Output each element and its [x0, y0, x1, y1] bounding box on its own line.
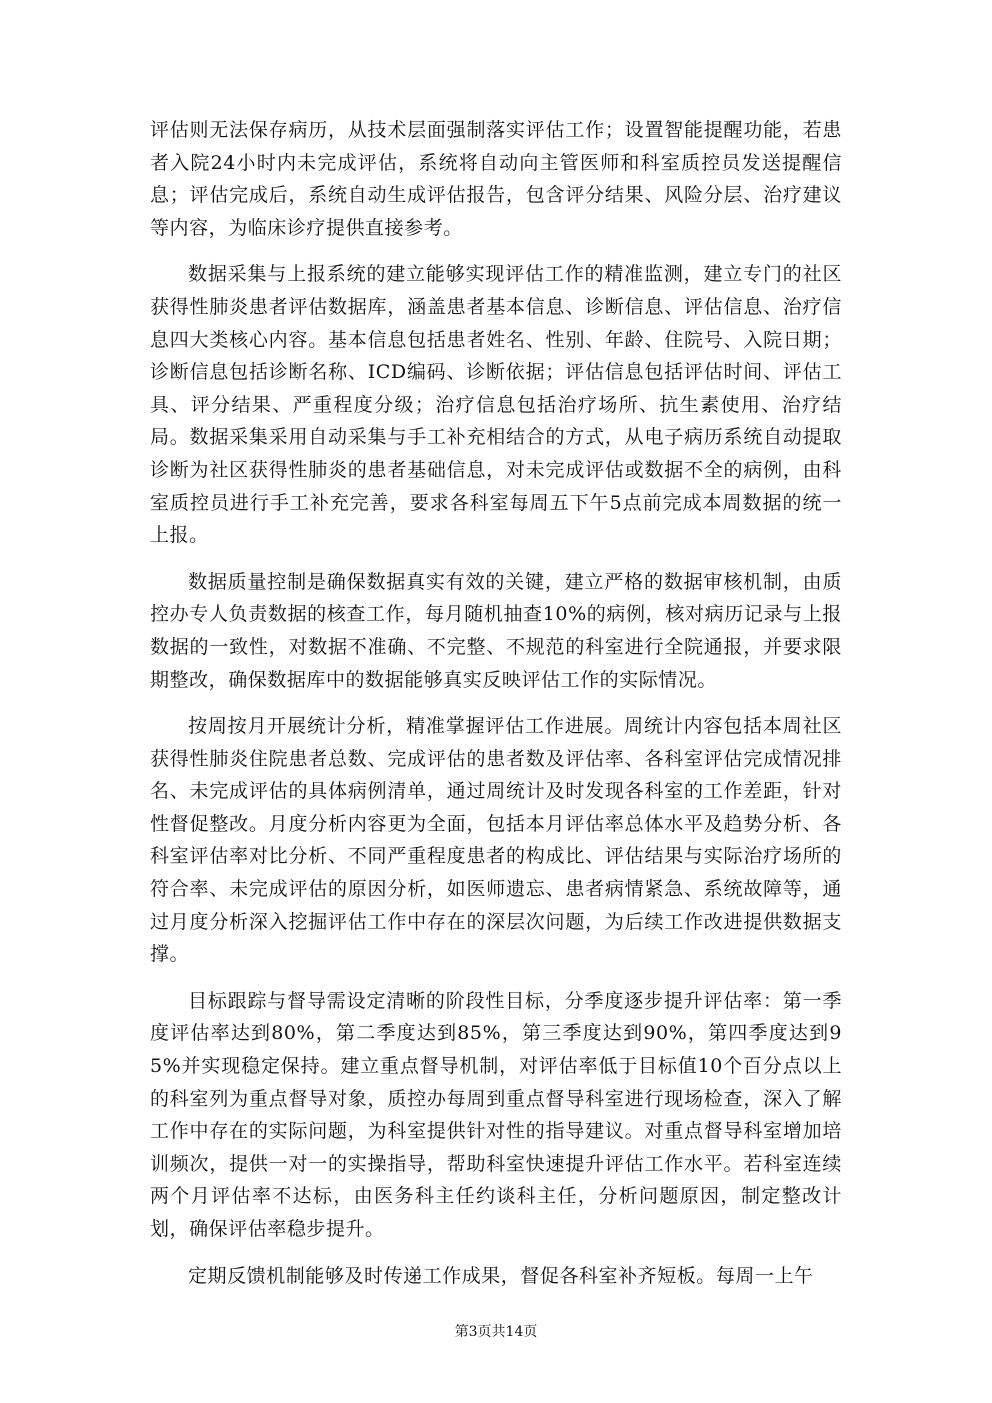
footer-current-page: 3: [468, 1324, 478, 1340]
paragraph-4: 按周按月开展统计分析，精准掌握评估工作进展。周统计内容包括本周社区获得性肺炎住院患者总数、完成评估的患者数及评估率、各科室评估完成情况排名、未完成评估的具体病例清单，通过周统计及时发现各科室的工作差距，针对性督促整改。月度分析内容更为全面，包括本月评估率总体水平及趋势分析、各科室评估率对比分析、不同严重程度患者的构成比、评估结果与实际治疗场所的符合率、未完成评估的原因分析，如医师遗忘、患者病情紧急、系统故障等，通过月度分析深入挖掘评估工作中存在的深层次问题，为后续工作改进提供数据支撑。: [150, 715, 842, 966]
page-footer: [0, 1322, 992, 1342]
paragraph-1: 评估则无法保存病历，从技术层面强制落实评估工作；设置智能提醒功能，若患者入院24小时内未完成评估，系统将自动向主管医师和科室质控员发送提醒信息；评估完成后，系统自动生成评估报告，包含评分结果、风险分层、治疗建议等内容，为临床诊疗提供直接参考。: [150, 119, 842, 239]
paragraph-5: 目标跟踪与督导需设定清晰的阶段性目标，分季度逐步提升评估率：第一季度评估率达到80%，第二季度达到85%，第三季度达到90%，第四季度达到95%并实现稳定保持。建立重点督导机制，对评估率低于目标值10个百分点以上的科室列为重点督导对象，质控办每周到重点督导科室进行现场检查，深入了解工作中存在的实际问题，为科室提供针对性的指导建议。对重点督导科室增加培训频次，提供一对一的实操指导，帮助科室快速提升评估工作水平。若科室连续两个月评估率不达标，由医务科主任约谈科主任，分析问题原因，制定整改计划，确保评估率稳步提升。: [150, 989, 842, 1240]
paragraph-3: 数据质量控制是确保数据真实有效的关键，建立严格的数据审核机制，由质控办专人负责数据的核查工作，每月随机抽查10%的病例，核对病历记录与上报数据的一致性，对数据不准确、不完整、不规范的科室进行全院通报，并要求限期整改，确保数据库中的数据能够真实反映评估工作的实际情况。: [150, 570, 842, 691]
footer-prefix: 第: [454, 1324, 469, 1340]
footer-suffix: 页: [523, 1324, 538, 1340]
document-body: [150, 114, 842, 1306]
paragraph-2: 数据采集与上报系统的建立能够实现评估工作的精准监测，建立专门的社区获得性肺炎患者评估数据库，涵盖患者基本信息、诊断信息、评估信息、治疗信息四大类核心内容。基本信息包括患者姓名、性别、年龄、住院号、入院日期；诊断信息包括诊断名称、ICD编码、诊断依据；评估信息包括评估时间、评估工具、评分结果、严重程度分级；治疗信息包括治疗场所、抗生素使用、治疗结局。数据采集采用自动采集与手工补充相结合的方式，从电子病历系统自动提取诊断为社区获得性肺炎的患者基础信息，对未完成评估或数据不全的病例，由科室质控员进行手工补充完善，要求各科室每周五下午5点前完成本周数据的统一上报。: [150, 263, 842, 547]
footer-total-pages: 14: [505, 1324, 524, 1340]
footer-middle: 页共: [477, 1324, 506, 1340]
paragraph-6: 定期反馈机制能够及时传递工作成果，督促各科室补齐短板。每周一上午: [188, 1264, 814, 1287]
